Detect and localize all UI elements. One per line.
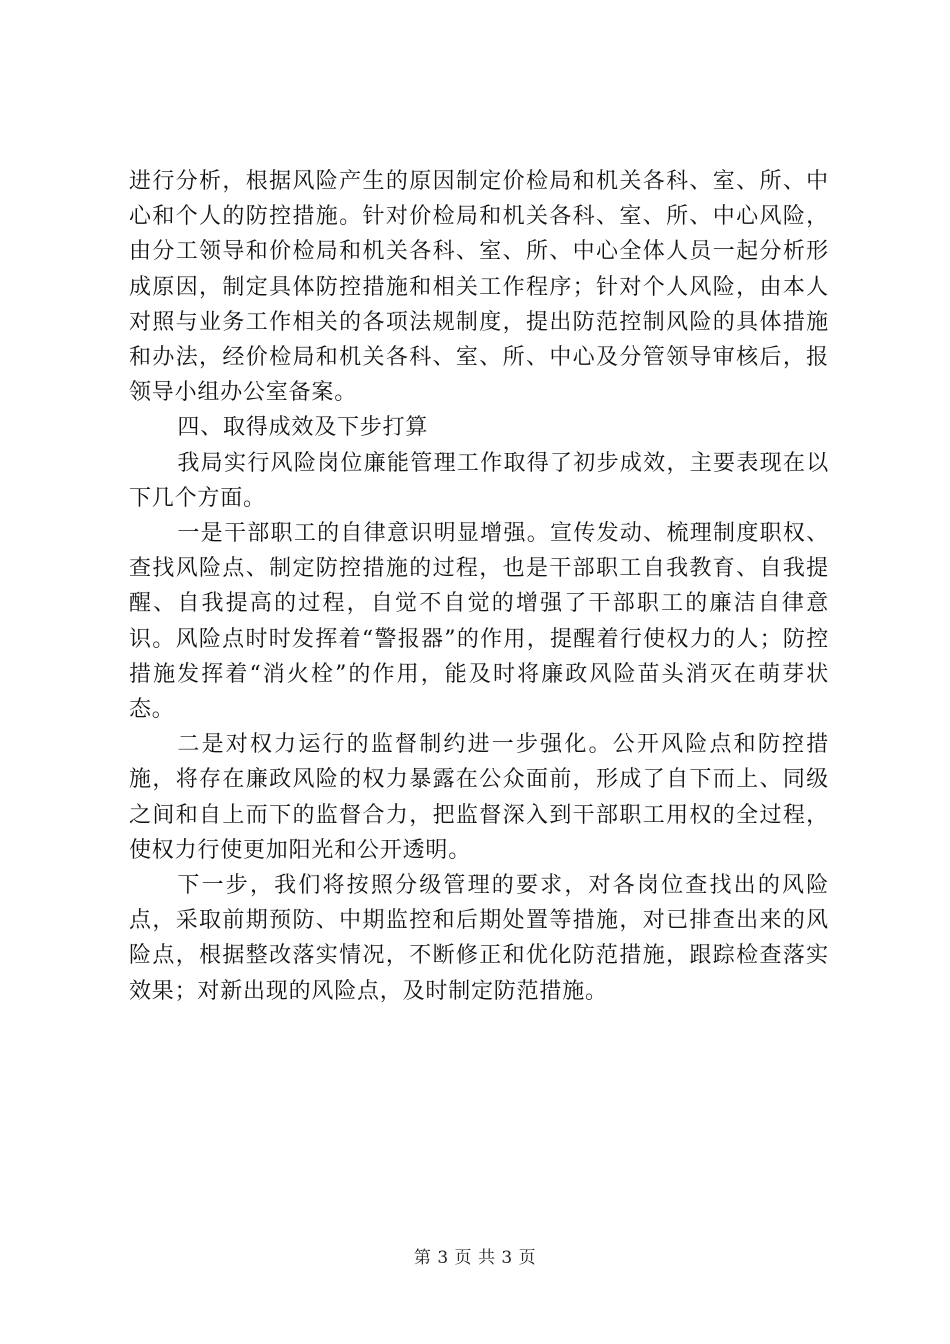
paragraph-next-steps: 下一步，我们将按照分级管理的要求，对各岗位查找出的风险点，采取前期预防、中期监控和后期处置等措施，对已排查出来的风险点，根据整改落实情况，不断修正和优化防范措施，跟踪检查落实效果；对新出现的风险点，及时制定防范措施。 — [129, 873, 829, 1004]
document-body — [129, 164, 829, 1009]
paragraph-point-two: 二是对权力运行的监督制约进一步强化。公开风险点和防控措施，将存在廉政风险的权力暴露在公众面前，形成了自下而上、同级之间和自上而下的监督合力，把监督深入到干部职工用权的全过程，使权力行使更加阳光和公开透明。 — [129, 732, 829, 863]
paragraph-point-one: 一是干部职工的自律意识明显增强。宣传发动、梳理制度职权、查找风险点、制定防控措施的过程，也是干部职工自我教育、自我提醒、自我提高的过程，自觉不自觉的增强了干部职工的廉洁自律意识。风险点时时发挥着“警报器”的作用，提醒着行使权力的人；防控措施发挥着“消火栓”的作用，能及时将廉政风险苗头消灭在萌芽状态。 — [129, 521, 829, 723]
section-heading: 四、取得成效及下步打算 — [177, 415, 429, 441]
paragraph-continuation: 进行分析，根据风险产生的原因制定价检局和机关各科、室、所、中心和个人的防控措施。针对价检局和机关各科、室、所、中心风险，由分工领导和价检局和机关各科、室、所、中心全体人员一起分析形成原因，制定具体防控措施和相关工作程序；针对个人风险，由本人对照与业务工作相关的各项法规制度，提出防范控制风险的具体措施和办法，经价检局和机关各科、室、所、中心及分管领导审核后，报领导小组办公室备案。 — [129, 169, 829, 406]
page-number-footer: 第 3 页 共 3 页 — [413, 1248, 537, 1268]
paragraph-intro: 我局实行风险岗位廉能管理工作取得了初步成效，主要表现在以下几个方面。 — [129, 450, 829, 511]
